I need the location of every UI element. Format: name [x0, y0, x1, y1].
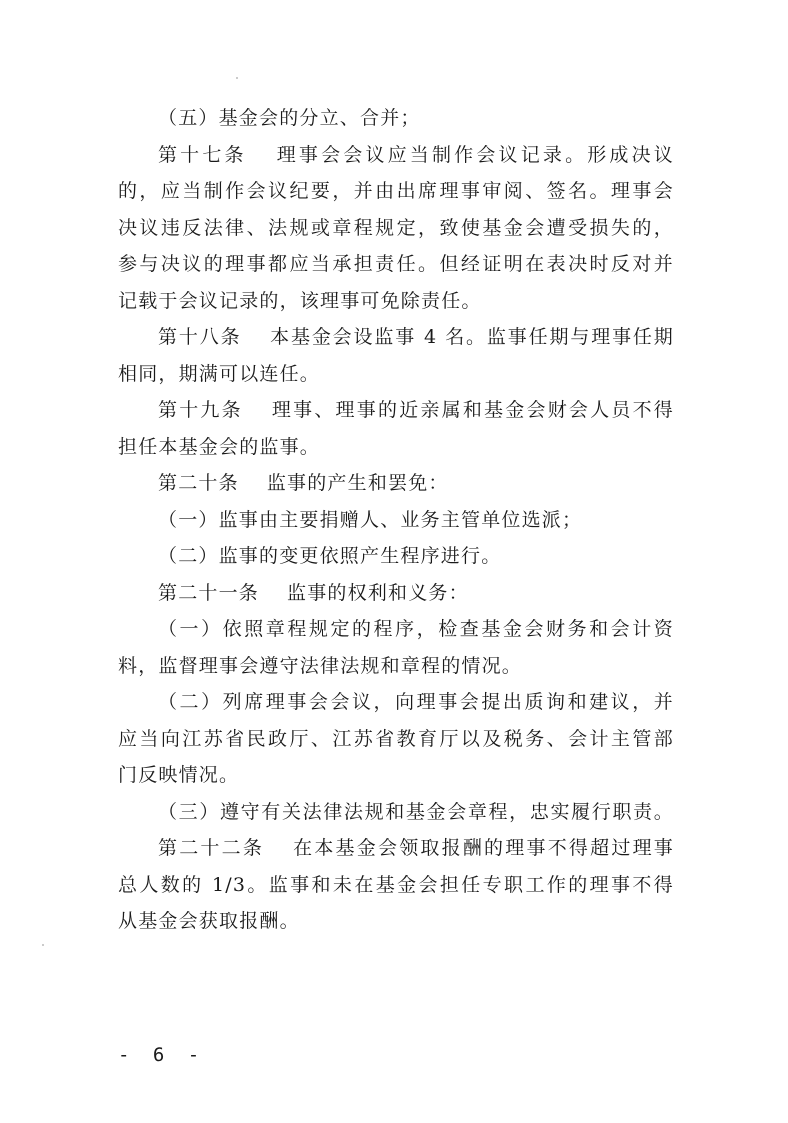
- text-line: [118, 246, 674, 283]
- line-text: 在本基金会领取报酬的理事不得超过理事: [292, 837, 674, 859]
- text-line: [118, 356, 674, 393]
- text-line: [118, 538, 674, 575]
- line-text: （三）遵守有关法律法规和基金会章程，忠实履行职责。: [158, 800, 674, 823]
- line-text: （五）基金会的分立、合并；: [158, 107, 421, 129]
- text-line: [118, 429, 674, 466]
- article-line: [118, 575, 674, 612]
- text-line: [118, 867, 674, 904]
- article-heading: 第十九条: [158, 399, 243, 421]
- line-text: 相同，期满可以连任。: [118, 362, 321, 385]
- scan-speck: [236, 77, 238, 79]
- line-text: 监事的权利和义务：: [287, 581, 469, 604]
- article-line: [118, 392, 674, 429]
- line-text: 料，监督理事会遵守法律法规和章程的情况。: [118, 654, 523, 677]
- line-text: 担任本基金会的监事。: [118, 435, 321, 458]
- text-line: [118, 794, 674, 831]
- line-text: （二）列席理事会会议，向理事会提出质询和建议，并: [158, 691, 674, 713]
- line-text: 理事会会议应当制作会议记录。形成决议: [274, 143, 674, 166]
- line-text: 本基金会设监事 4 名。监事任期与理事任期: [269, 326, 674, 348]
- line-text: （二）监事的变更依照产生程序进行。: [158, 545, 502, 567]
- text-line: [118, 611, 674, 648]
- line-text: 的，应当制作会议纪要，并由出席理事审阅、签名。理事会: [118, 180, 674, 202]
- text-line: [118, 100, 674, 137]
- article-heading: 第二十一条: [158, 581, 260, 604]
- line-text: 门反映情况。: [118, 764, 240, 786]
- text-line: [118, 283, 674, 320]
- article-line: [118, 319, 674, 356]
- text-line: [118, 173, 674, 210]
- text-line: [118, 684, 674, 721]
- text-line: [118, 721, 674, 758]
- line-text: 理事、理事的近亲属和基金会财会人员不得: [270, 399, 674, 421]
- line-text: 总人数的 1/3。监事和未在基金会担任专职工作的理事不得: [118, 873, 674, 896]
- article-line: [118, 465, 674, 502]
- line-text: 从基金会获取报酬。: [118, 910, 300, 932]
- body-text: [118, 100, 674, 940]
- text-line: [118, 903, 674, 940]
- text-line: [118, 648, 674, 685]
- article-heading: 第二十条: [158, 472, 239, 494]
- scan-speck: [42, 944, 44, 946]
- article-heading: 第十七条: [158, 143, 247, 166]
- line-text: 参与决议的理事都应当承担责任。但经证明在表决时反对并: [118, 253, 674, 275]
- line-text: （一）监事由主要捐赠人、业务主管单位选派；: [158, 508, 583, 531]
- text-line: [118, 210, 674, 247]
- article-heading: 第二十二条: [158, 837, 265, 859]
- line-text: 记载于会议记录的，该理事可免除责任。: [118, 289, 482, 312]
- article-heading: 第十八条: [158, 326, 242, 348]
- line-text: 决议违反法律、法规或章程规定，致使基金会遭受损失的，: [118, 216, 674, 239]
- page-number: - 6 -: [118, 1044, 206, 1066]
- line-text: 监事的产生和罢免：: [266, 472, 449, 494]
- line-text: 应当向江苏省民政厅、江苏省教育厅以及税务、会计主管部: [118, 727, 674, 750]
- text-line: [118, 757, 674, 794]
- line-text: （一）依照章程规定的程序，检查基金会财务和会计资: [158, 618, 674, 640]
- text-line: [118, 502, 674, 539]
- article-line: [118, 137, 674, 174]
- article-line: [118, 830, 674, 867]
